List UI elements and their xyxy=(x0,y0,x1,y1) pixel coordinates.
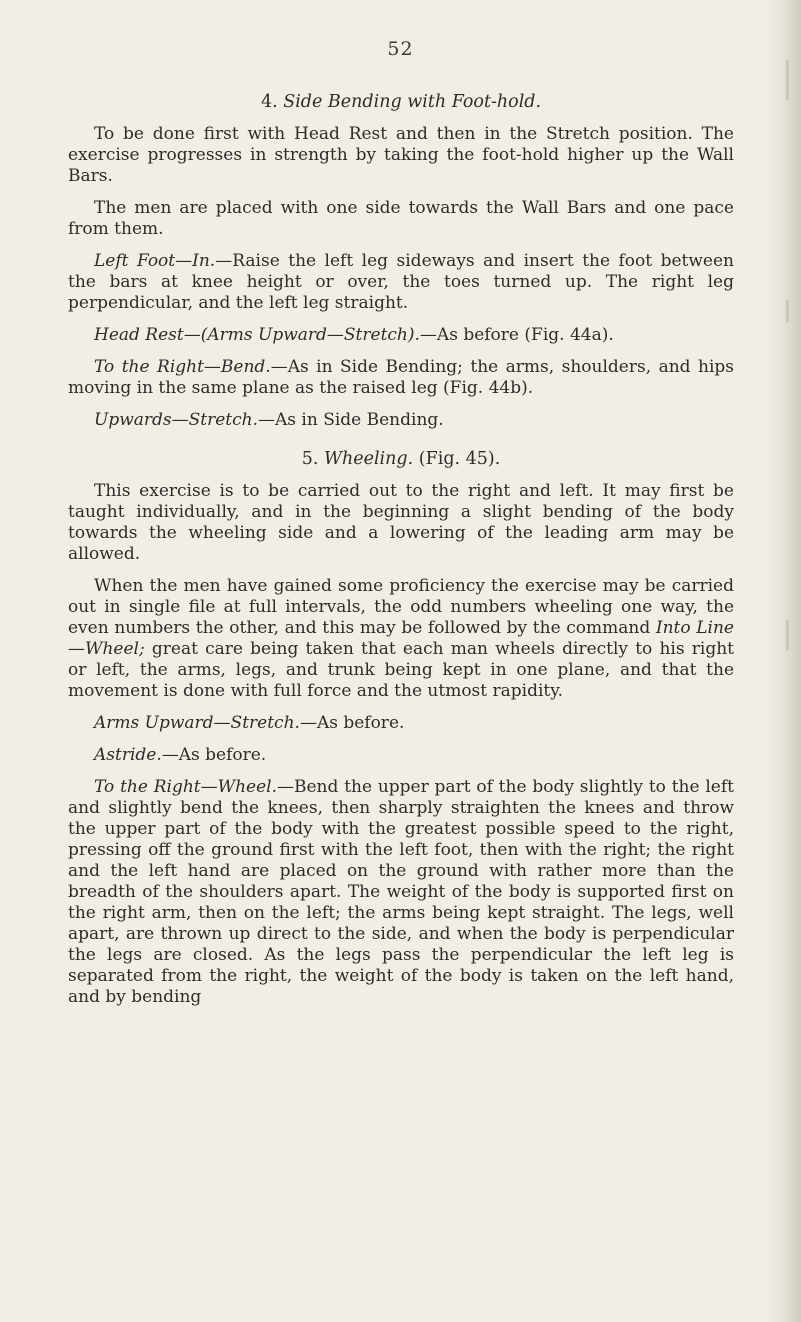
command-text: —As before. xyxy=(161,745,267,765)
paragraph: The men are placed with one side towards the Wall Bars and one pace from them. xyxy=(68,198,734,239)
paragraph xyxy=(68,576,734,702)
section-number: 4. xyxy=(260,92,278,112)
paragraph: This exercise is to be carried out to the right and left. It may first be taught individually, and in the beginning a slight bending of the body towards the wheeling side and a lowering of the leading arm may be allowed. xyxy=(68,481,734,564)
command-paragraph xyxy=(68,357,734,399)
command-text: —Raise the left leg sideways and insert the foot between the bars at knee height or over, the toes turned up. The right leg perpendicular, and the left leg straight. xyxy=(68,251,734,313)
command-inline: Into Line—Wheel; xyxy=(68,618,734,659)
command-paragraph xyxy=(68,745,734,766)
page-body xyxy=(68,92,734,1019)
command-lead: Astride. xyxy=(94,745,162,765)
command-text: —As before. xyxy=(299,713,405,733)
page-edge-mark xyxy=(786,60,789,100)
command-text: —As in Side Bending. xyxy=(258,410,444,430)
page-edge-mark xyxy=(786,620,789,650)
paragraph: To be done first with Head Rest and then in the Stretch position. The exercise progresses in strength by taking the foot-hold higher up the Wall Bars. xyxy=(68,124,734,186)
section-heading-wheeling xyxy=(68,449,734,470)
section-title: Wheeling. xyxy=(323,449,414,469)
figure-reference: (Fig. 45). xyxy=(418,449,501,469)
command-lead: Arms Upward—Stretch. xyxy=(94,713,300,733)
section-number: 5. xyxy=(301,449,319,469)
command-text: —As before (Fig. 44a). xyxy=(419,325,614,345)
command-paragraph xyxy=(68,777,734,1008)
command-paragraph xyxy=(68,251,734,314)
page-edge-mark xyxy=(786,300,789,322)
section-heading-side-bending xyxy=(68,92,734,113)
paragraph-text: great care being taken that each man wheels directly to his right or left, the arms, legs, and trunk being kept in one plane, and that the movement is done with full force and the utmost rapidity. xyxy=(68,639,734,701)
command-text: —Bend the upper part of the body slightly to the left and slightly bend the knees, then sharply straighten the knees and throw the upper part of the body with the greatest possible speed to the right, pressing off the ground first with the left foot, then with the right; the right and the left hand are placed on the ground with rather more than the breadth of the shoulders apart. The weight of the body is supported first on the right arm, then on the left; the arms being kept straight. The legs, well apart, are thrown up direct to the side, and when the body is perpendicular the legs are closed. As the legs pass the perpendicular the left leg is separated from the right, the weight of the body is taken on the left hand, and by bending xyxy=(68,777,734,1007)
paragraph-text: When the men have gained some proficiency the exercise may be carried out in single file at full intervals, the odd numbers wheeling one way, the even numbers the other, and this may be followed by the command xyxy=(68,576,734,638)
command-lead: To the Right—Wheel. xyxy=(94,777,277,797)
command-text: —As in Side Bending; the arms, shoulders, and hips moving in the same plane as the raised leg (Fig. 44b). xyxy=(68,357,735,398)
command-paragraph xyxy=(68,713,734,734)
section-title: Side Bending with Foot-hold. xyxy=(283,92,542,112)
command-paragraph xyxy=(68,410,734,431)
command-lead: Left Foot—In. xyxy=(94,251,216,271)
command-lead: Upwards—Stretch. xyxy=(94,410,258,430)
page-edge-shadow xyxy=(767,0,801,1322)
command-lead: Head Rest—(Arms Upward—Stretch). xyxy=(94,325,420,345)
command-paragraph xyxy=(68,325,734,346)
command-lead: To the Right—Bend. xyxy=(94,357,271,377)
page-number: 52 xyxy=(387,38,414,60)
